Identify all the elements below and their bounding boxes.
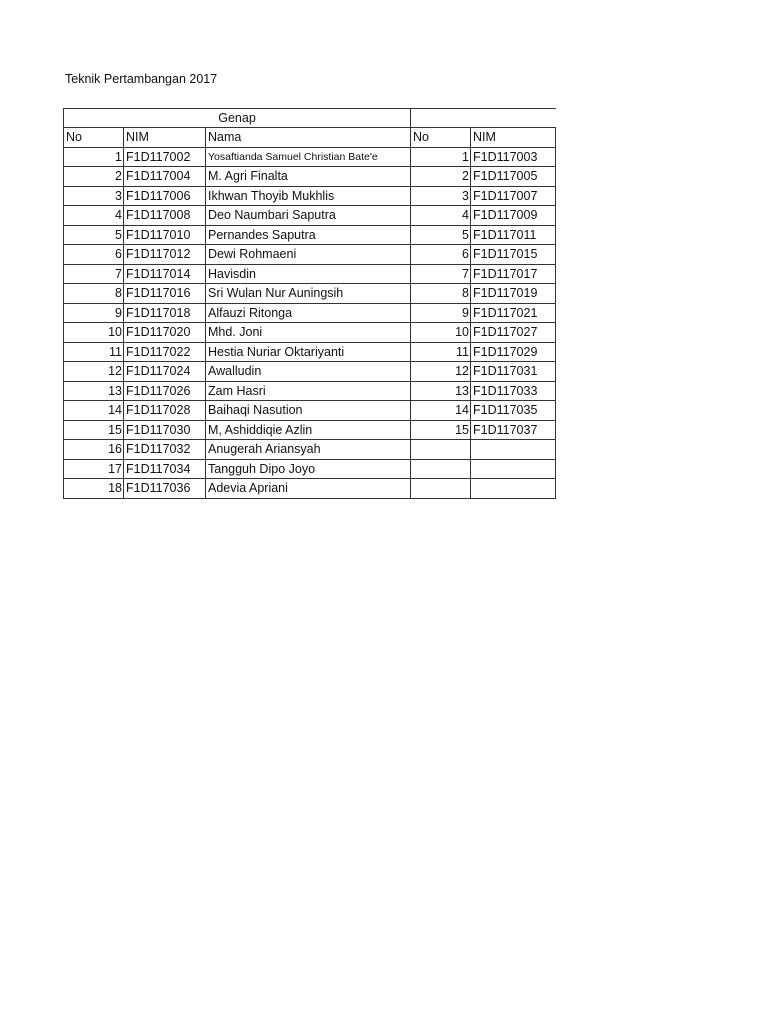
row-nim: F1D117022 [124,342,206,362]
row-number-right: 7 [411,264,471,284]
row-nama: Anugerah Ariansyah [206,440,411,460]
row-nim-right: F1D117011 [471,225,556,245]
table-row [64,245,556,265]
group-header-right [411,109,556,128]
row-number-right: 3 [411,186,471,206]
row-nim: F1D117002 [124,147,206,167]
row-nim: F1D117020 [124,323,206,343]
row-nama: Havisdin [206,264,411,284]
row-number: 10 [64,323,124,343]
row-number: 4 [64,206,124,226]
row-nim-right: F1D117003 [471,147,556,167]
row-number: 3 [64,186,124,206]
table-row [64,420,556,440]
row-number: 1 [64,147,124,167]
row-number-right: 6 [411,245,471,265]
table-row [64,167,556,187]
column-header-row [64,128,556,148]
table-row [64,147,556,167]
row-nim: F1D117010 [124,225,206,245]
row-number: 16 [64,440,124,460]
row-nama: Baihaqi Nasution [206,401,411,421]
row-nim-right: F1D117021 [471,303,556,323]
row-nim: F1D117018 [124,303,206,323]
table-row [64,186,556,206]
row-nim-right [471,479,556,499]
row-nama: Ikhwan Thoyib Mukhlis [206,186,411,206]
row-nama: Awalludin [206,362,411,382]
row-nim: F1D117030 [124,420,206,440]
row-nim: F1D117026 [124,381,206,401]
row-number: 2 [64,167,124,187]
row-nim: F1D117032 [124,440,206,460]
header-nim-right: NIM [471,128,556,148]
row-nim: F1D117012 [124,245,206,265]
table-row [64,342,556,362]
row-number: 7 [64,264,124,284]
row-nim-right: F1D117029 [471,342,556,362]
row-number: 17 [64,459,124,479]
row-nim-right: F1D117005 [471,167,556,187]
header-nama: Nama [206,128,411,148]
row-nim-right: F1D117031 [471,362,556,382]
row-number-right: 8 [411,284,471,304]
row-number-right: 13 [411,381,471,401]
row-nama: Yosaftianda Samuel Christian Bate'e [206,147,411,167]
table-row [64,323,556,343]
table-row [64,362,556,382]
row-nim-right: F1D117027 [471,323,556,343]
student-table [63,108,556,499]
row-nim-right: F1D117033 [471,381,556,401]
row-nim: F1D117008 [124,206,206,226]
row-number: 18 [64,479,124,499]
row-nim-right: F1D117009 [471,206,556,226]
row-nim-right: F1D117015 [471,245,556,265]
row-nim: F1D117034 [124,459,206,479]
row-nim: F1D117016 [124,284,206,304]
row-nim: F1D117036 [124,479,206,499]
row-number-right [411,479,471,499]
row-number-right: 9 [411,303,471,323]
row-nama: M, Ashiddiqie Azlin [206,420,411,440]
row-nama: M. Agri Finalta [206,167,411,187]
row-nama: Mhd. Joni [206,323,411,343]
row-nim-right: F1D117035 [471,401,556,421]
row-number-right [411,459,471,479]
row-nim-right: F1D117017 [471,264,556,284]
table-row [64,479,556,499]
row-nama: Deo Naumbari Saputra [206,206,411,226]
table-row [64,459,556,479]
row-number: 15 [64,420,124,440]
table-row [64,225,556,245]
row-number-right: 5 [411,225,471,245]
row-nim: F1D117028 [124,401,206,421]
table-row [64,284,556,304]
row-nama: Tangguh Dipo Joyo [206,459,411,479]
row-number: 6 [64,245,124,265]
row-number: 13 [64,381,124,401]
row-nim-right: F1D117019 [471,284,556,304]
row-number-right: 15 [411,420,471,440]
row-number-right [411,440,471,460]
table-row [64,401,556,421]
row-nim-right [471,459,556,479]
row-number-right: 10 [411,323,471,343]
row-nim: F1D117006 [124,186,206,206]
row-number-right: 12 [411,362,471,382]
table-row [64,440,556,460]
row-number: 9 [64,303,124,323]
row-nama: Hestia Nuriar Oktariyanti [206,342,411,362]
row-nama: Alfauzi Ritonga [206,303,411,323]
group-header-row [64,109,556,128]
row-number-right: 4 [411,206,471,226]
row-number-right: 14 [411,401,471,421]
row-nim-right: F1D117007 [471,186,556,206]
row-nama: Pernandes Saputra [206,225,411,245]
table-row [64,381,556,401]
header-no-right: No [411,128,471,148]
row-nama: Sri Wulan Nur Auningsih [206,284,411,304]
row-number: 8 [64,284,124,304]
table-row [64,264,556,284]
row-nim: F1D117024 [124,362,206,382]
row-number-right: 1 [411,147,471,167]
table-row [64,303,556,323]
header-no: No [64,128,124,148]
row-nama: Adevia Apriani [206,479,411,499]
row-nim: F1D117004 [124,167,206,187]
row-nim: F1D117014 [124,264,206,284]
row-nim-right: F1D117037 [471,420,556,440]
document-title: Teknik Pertambangan 2017 [65,72,218,86]
row-number: 5 [64,225,124,245]
row-number-right: 11 [411,342,471,362]
row-number-right: 2 [411,167,471,187]
row-number: 11 [64,342,124,362]
header-nim: NIM [124,128,206,148]
table-row [64,206,556,226]
group-header-genap: Genap [64,109,411,128]
row-number: 14 [64,401,124,421]
row-nama: Zam Hasri [206,381,411,401]
row-nama: Dewi Rohmaeni [206,245,411,265]
row-nim-right [471,440,556,460]
row-number: 12 [64,362,124,382]
